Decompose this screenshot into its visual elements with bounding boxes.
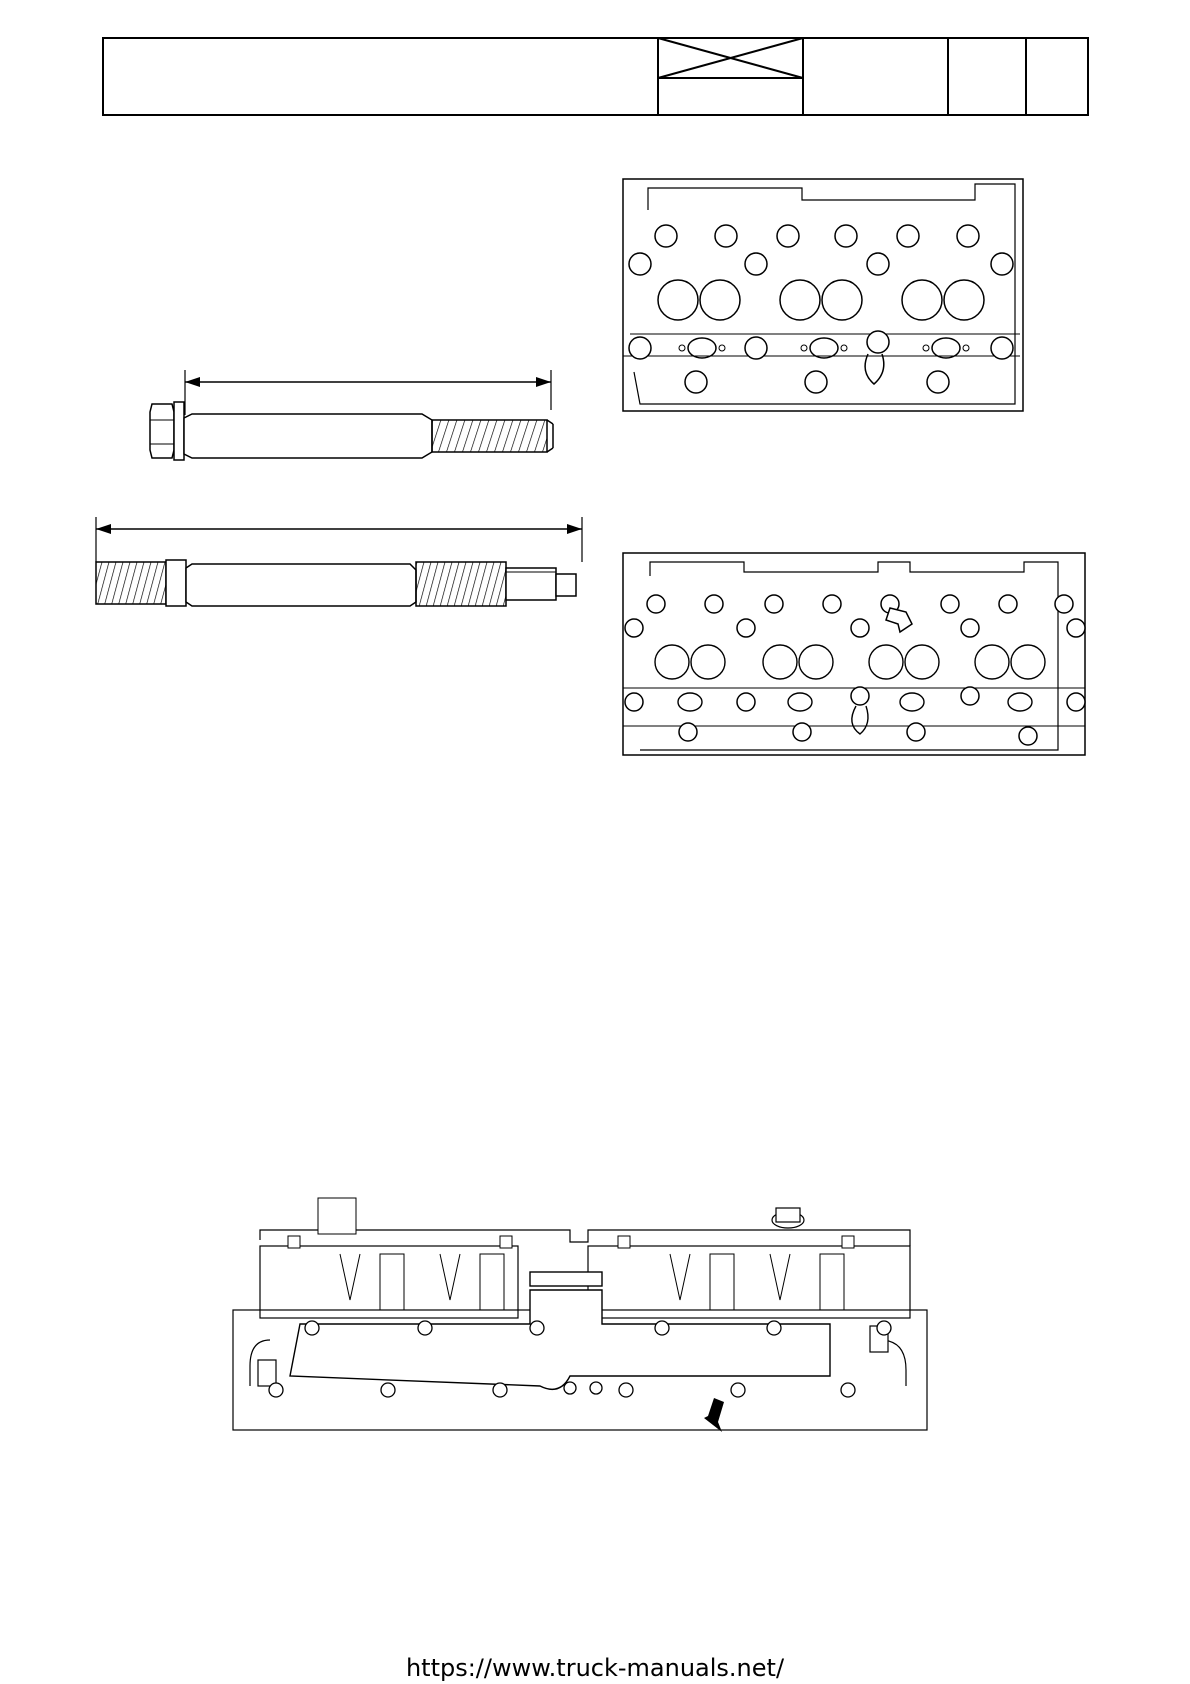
cylinder-head-4cyl-figure	[620, 176, 1040, 416]
exhaust-manifold-figure	[230, 1190, 930, 1430]
footer-link[interactable]: https://www.truck-manuals.net/	[405, 1654, 785, 1682]
long-stud-figure	[80, 512, 600, 612]
title-block	[0, 0, 1190, 130]
pointer-arrow-icon	[704, 1398, 724, 1432]
footer-url	[0, 1654, 1190, 1682]
cross-mark-icon	[658, 38, 803, 78]
short-bolt-figure	[140, 360, 580, 480]
cylinder-head-6cyl-figure	[620, 550, 1090, 760]
